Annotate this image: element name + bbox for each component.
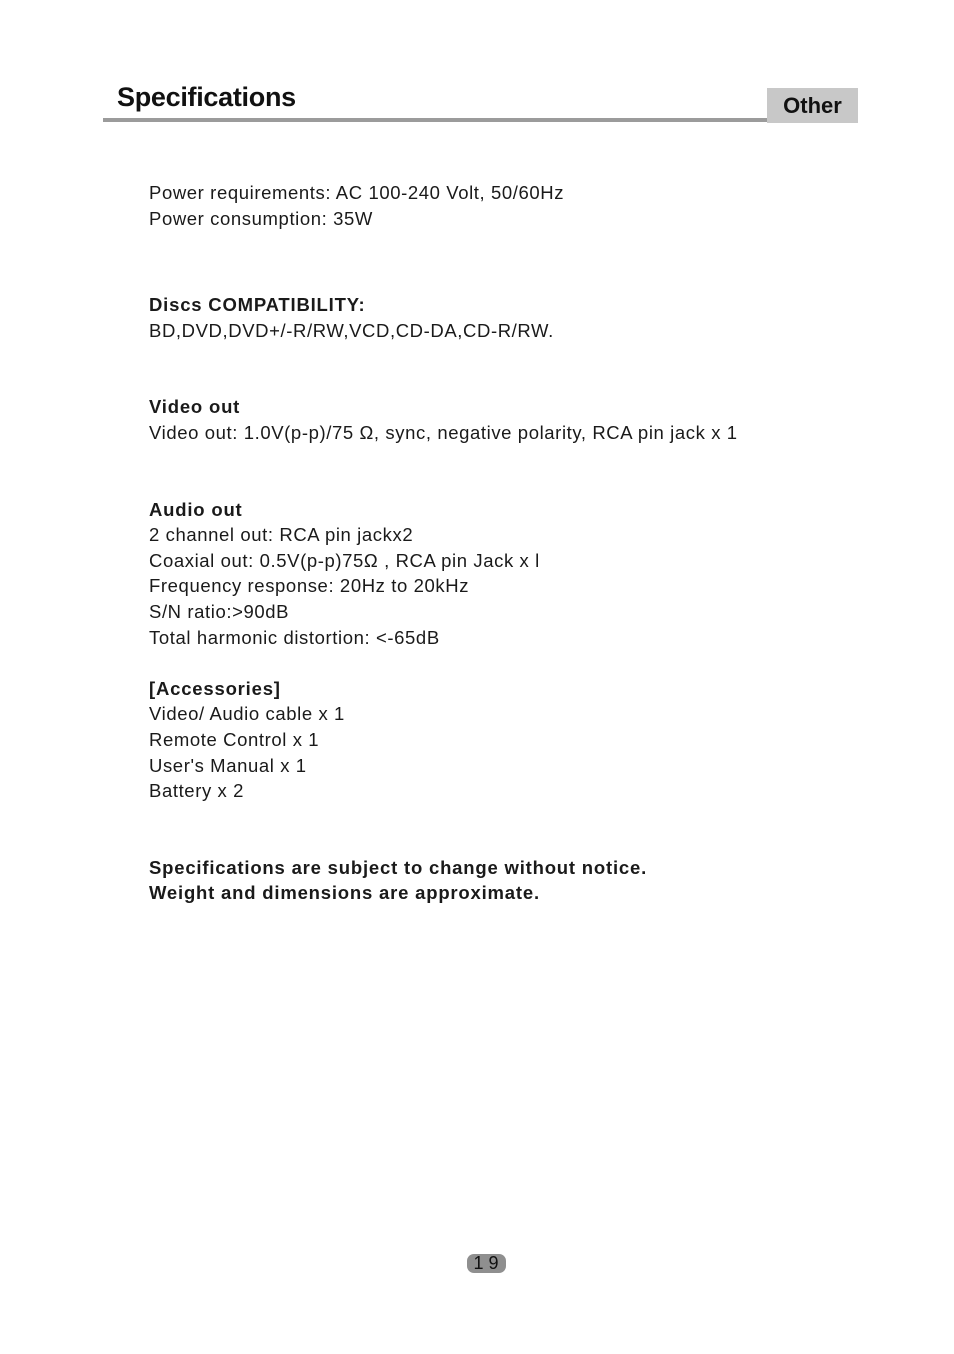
audio-out-line: Frequency response: 20Hz to 20kHz [149,575,470,597]
page-number: 19 [467,1254,506,1273]
audio-out-section [149,497,849,651]
video-out-heading: Video out [149,396,241,418]
header-divider [103,118,767,122]
audio-out-heading: Audio out [149,498,243,520]
accessory-item: User's Manual x 1 [149,754,307,776]
accessories-section [149,676,849,804]
discs-section [149,292,849,343]
accessory-item: Battery x 2 [149,780,245,802]
notice-line-1: Specifications are subject to change without notice. [149,856,648,878]
power-requirements: Power requirements: AC 100-240 Volt, 50/60Hz [149,182,565,203]
power-section [149,180,849,231]
discs-formats: BD,DVD,DVD+/-R/RW,VCD,CD-DA,CD-R/RW. [149,319,554,341]
page-title: Specifications [117,82,296,112]
audio-out-line: Total harmonic distortion: <-65dB [149,626,440,648]
accessory-item: Remote Control x 1 [149,728,320,750]
accessories-heading: [Accessories] [149,677,281,699]
discs-heading: Discs COMPATIBILITY: [149,294,366,316]
audio-out-line: 2 channel out: RCA pin jackx2 [149,524,414,546]
section-tab-other: Other [767,88,858,123]
power-consumption: Power consumption: 35W [149,207,373,229]
notice-section [149,855,849,906]
notice-line-2: Weight and dimensions are approximate. [149,882,540,904]
specifications-content [149,180,849,906]
video-out-spec: Video out: 1.0V(p-p)/75 Ω, sync, negative polarity, RCA pin jack x 1 [149,421,738,443]
audio-out-line: Coaxial out: 0.5V(p-p)75Ω , RCA pin Jack x l [149,549,540,571]
accessory-item: Video/ Audio cable x 1 [149,703,345,725]
video-out-section [149,394,849,445]
audio-out-line: S/N ratio:>90dB [149,600,290,622]
